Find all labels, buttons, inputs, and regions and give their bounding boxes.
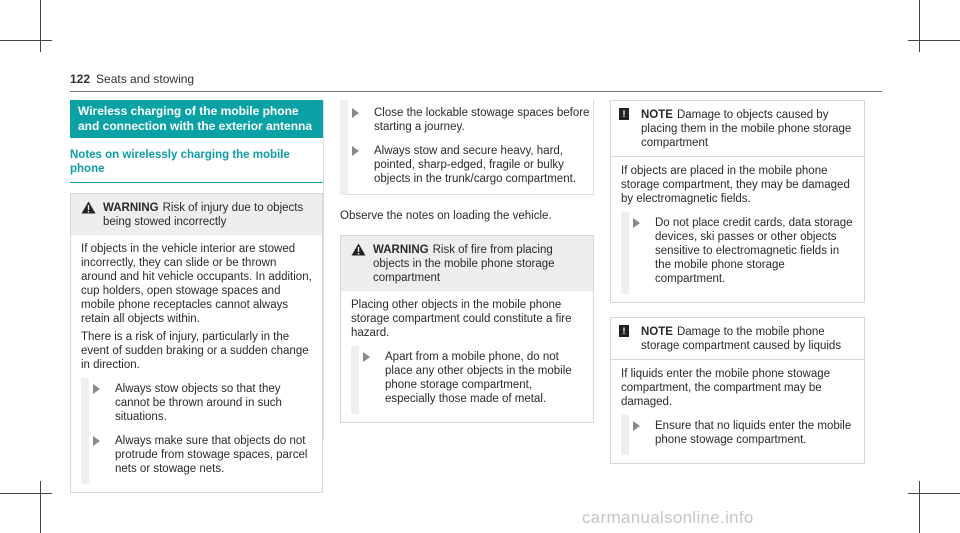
- column-2: [340, 100, 594, 423]
- watermark: carmanualsonline.info: [582, 508, 754, 527]
- list-item-text: Close the lockable stowage spaces before starting a journey.: [374, 107, 590, 133]
- crop-mark: [0, 493, 52, 494]
- crop-mark: [40, 0, 41, 52]
- section-title: Wireless charging of the mobile phone and connection with the exterior antenna: [70, 100, 323, 138]
- warning-label: WARNING: [373, 244, 429, 256]
- notice-box: [610, 317, 865, 464]
- crop-mark: [0, 40, 52, 41]
- paragraph: If objects in the vehicle interior are stowed incorrectly, they can slide or be thrown around and hit vehicle occupants. In addition, cup holders, open stowage spaces and mobile phone receptacles cannot always retain all objects within.: [81, 243, 312, 325]
- page-header: [70, 72, 194, 86]
- crop-mark: [919, 481, 920, 533]
- crop-mark: [908, 40, 960, 41]
- arrow-bullet-icon: [633, 421, 640, 431]
- list-item-text: Always stow and secure heavy, hard, pointed, sharp-edged, fragile or bulky objects in the trunk/cargo compartment.: [374, 145, 576, 185]
- list-item: [348, 106, 593, 134]
- warning-body: [341, 291, 593, 422]
- warning-header: [71, 194, 322, 235]
- arrow-bullet-icon: [352, 146, 359, 156]
- crop-mark: [908, 493, 960, 494]
- list-item: [359, 350, 583, 406]
- notice-body: [611, 360, 864, 463]
- arrow-bullet-icon: [352, 108, 359, 118]
- page-number: 122: [70, 72, 91, 86]
- paragraph: Placing other objects in the mobile phone storage compartment could constitute a fire hazard.: [351, 299, 572, 339]
- list-item-text: Apart from a mobile phone, do not place any other objects in the mobile phone storage compartment, especially those made of metal.: [385, 351, 572, 405]
- instruction-list: [351, 346, 583, 414]
- column-divider: [323, 100, 324, 440]
- notice-header: [611, 101, 864, 156]
- paragraph: If liquids enter the mobile phone stowage compartment, the compartment may be damaged.: [621, 368, 831, 408]
- exclamation-icon: !: [619, 325, 629, 337]
- list-item: [89, 382, 312, 424]
- column-3: [610, 100, 865, 464]
- instruction-list: [340, 100, 594, 195]
- notice-text: Damage to objects caused by placing them in the mobile phone storage compartment: [641, 109, 852, 149]
- notice-text: Damage to the mobile phone storage compartment caused by liquids: [641, 326, 842, 352]
- warning-box: [70, 193, 323, 493]
- warning-triangle-icon: [351, 243, 366, 256]
- arrow-bullet-icon: [93, 436, 100, 446]
- warning-triangle-icon: [81, 201, 96, 214]
- instruction-list: [621, 415, 854, 455]
- arrow-bullet-icon: [633, 218, 640, 228]
- list-item-text: Always make sure that objects do not protrude from stowage spaces, parcel nets or stowage nets.: [115, 435, 308, 475]
- warning-text: Risk of fire from placing objects in the mobile phone storage compartment: [373, 244, 555, 284]
- exclamation-icon: !: [619, 108, 629, 120]
- crop-mark: [40, 481, 41, 533]
- warning-text: Risk of injury due to objects being stowed incorrectly: [103, 202, 304, 228]
- list-item-text: Ensure that no liquids enter the mobile phone stowage compartment.: [655, 420, 852, 446]
- notice-body: [611, 157, 864, 302]
- sub-title: Notes on wirelessly charging the mobile phone: [70, 148, 323, 183]
- warning-box: [340, 235, 594, 423]
- list-item: [629, 419, 854, 447]
- warning-label: WARNING: [103, 202, 159, 214]
- list-item: [348, 144, 593, 186]
- list-item-text: Always stow objects so that they cannot be thrown around in such situations.: [115, 383, 282, 423]
- warning-body: [71, 235, 322, 492]
- crop-mark: [919, 0, 920, 52]
- notice-box: [610, 100, 865, 303]
- header-rule: [70, 91, 882, 92]
- section-name: Seats and stowing: [96, 72, 195, 86]
- paragraph: If objects are placed in the mobile phone storage compartment, they may be damaged by electromagnetic fields.: [621, 165, 850, 205]
- column-1: [70, 100, 323, 493]
- arrow-bullet-icon: [93, 384, 100, 394]
- paragraph: There is a risk of injury, particularly in the event of sudden braking or a sudden change in direction.: [81, 331, 309, 371]
- arrow-bullet-icon: [363, 352, 370, 362]
- instruction-list: [621, 212, 854, 294]
- notice-header: [611, 318, 864, 359]
- list-item: [89, 434, 312, 476]
- instruction-list: [81, 378, 312, 484]
- list-item-text: Do not place credit cards, data storage devices, ski passes or other objects sensitive to electromagnetic fields in the mobile phone storage compartment.: [655, 217, 853, 285]
- observe-note: Observe the notes on loading the vehicle.: [340, 210, 552, 222]
- warning-header: [341, 236, 593, 291]
- notice-label: NOTE: [641, 109, 673, 121]
- list-item: [629, 216, 854, 286]
- notice-label: NOTE: [641, 326, 673, 338]
